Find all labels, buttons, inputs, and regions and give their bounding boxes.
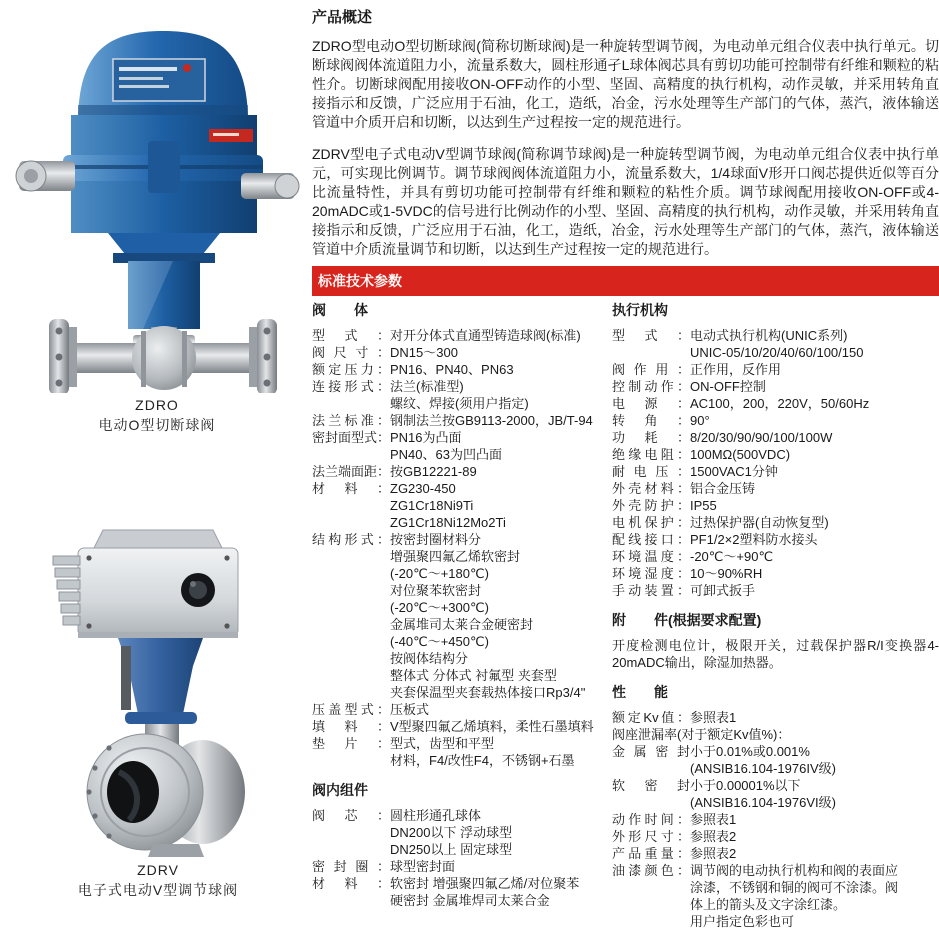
spec-label: 环境湿度： [612,566,690,581]
spec-value-line: 可卸式扳手 [690,583,756,598]
spec-row [312,463,612,480]
spec-value-line: 90° [690,413,710,428]
spec-label: 压盖型式： [312,702,390,717]
spec-value-line: 圆柱形通孔球体 [390,808,482,823]
spec-value-line: 8/20/30/90/90/100/100W [690,430,833,445]
spec-value [690,777,939,811]
spec-value [690,862,939,928]
spec-value [390,735,612,769]
spec-value [690,531,939,548]
spec-label: 环境温度： [612,549,690,564]
spec-value [390,378,612,412]
overview-title: 产品概述 [312,9,373,26]
spec-value-line: (-20℃～+300℃) [390,600,489,615]
spec-value-line: (ANSIB16.104-1976IV级) [690,761,836,776]
spec-value-line: DN200以下 浮动球型 [390,825,513,840]
overview-paragraph-1: ZDRO型电动O型切断球阀(简称切断球阀)是一种旋转型调节阀，为电动单元组合仪表中执行单元。切断球阀阀体流道阻力小，流量系数大，圆柱形通孑L球体阀芯具有剪切功能可控制带有纤维和颗粒的粘性介。切断球阀配用接收ON-OFF动作的小型、坚固、高精度的执行机构，动作灵敏，并采用转角直接指示和反馈，广泛应用于石油，化工，造纸，冶金，污水处理等生产部门的气体，蒸汽，液体输送管道中介质开启和切断，以达到生产过程按一定的规范进行。 [312,38,939,130]
spec-section-heading: 阀 体 [312,302,368,318]
spec-value-line: 小于0.00001%以下 [690,778,801,793]
spec-value-line: 硬密封 金属堆焊司太莱合金 [390,893,550,908]
spec-row [612,565,939,582]
spec-value-line: PF1/2×2塑料防水接头 [690,532,818,547]
spec-value [390,701,612,718]
spec-value [690,412,939,429]
specs-column-valve-body [312,302,612,928]
spec-label: 电机保护： [612,515,690,530]
spec-value-line: ZG1Cr18Ni12Mo2Ti [390,515,506,530]
spec-value-line: 螺纹、焊接(须用户指定) [390,396,529,411]
spec-paragraph: 开度检测电位计，极限开关，过载保护器R/I变换器4-20mADC输出，除湿加热器。 [612,638,939,670]
spec-label: 软密封 [612,778,690,793]
spec-label: 金属密封 [612,744,690,759]
spec-value-line: 对开分体式直通型铸造球阀(标准) [390,328,581,343]
spec-row [612,378,939,395]
spec-label: 法兰端面距： [312,464,391,479]
spec-row [312,735,612,769]
zdro-valve-illustration [15,5,300,393]
spec-value [390,807,612,858]
spec-label: 法兰标准： [312,413,390,428]
spec-section-heading: 性 能 [612,684,668,700]
spec-label: 外壳防护： [612,498,690,513]
spec-value-line: 材料，F4/改性F4，不锈钢+石墨 [390,753,575,768]
spec-row [312,344,612,361]
spec-label: 结构形式： [312,532,390,547]
spec-value-line: ZG1Cr18Ni9Ti [390,498,474,513]
spec-label: 填料： [312,719,390,734]
spec-row [612,361,939,378]
spec-value [690,497,939,514]
spec-value [690,480,939,497]
spec-row [612,777,939,811]
spec-label: 外壳材料： [612,481,690,496]
spec-value [690,446,939,463]
spec-value-line: (-20℃～+180℃) [390,566,489,581]
spec-row [312,361,612,378]
spec-value [390,412,612,429]
spec-value-line: 型式，齿型和平型 [390,736,495,751]
spec-row [612,327,939,361]
product-caption-zdro: 电动O型切断球阀 [98,417,216,433]
spec-value-line: 铝合金压铸 [690,481,756,496]
spec-label: 垫片： [312,736,390,751]
spec-row [612,811,939,828]
spec-value-line: 按密封圈材料分 [390,532,482,547]
specs-area [312,302,939,928]
spec-label: 型式： [612,328,690,343]
spec-value-line: 按GB12221-89 [390,464,477,479]
spec-row [612,446,939,463]
spec-value-line: 正作用，反作用 [690,362,782,377]
spec-row [312,412,612,429]
spec-value [390,463,612,480]
spec-value-line: 软密封 增强聚四氟乙烯/对位聚苯 [390,876,580,891]
zdrv-valve-illustration [33,528,283,858]
spec-row [612,582,939,599]
spec-row [612,743,939,777]
spec-value [690,378,939,395]
spec-row [312,858,612,875]
spec-label: 功耗： [612,430,690,445]
spec-value-line: 金属堆司太莱合金硬密封 [390,617,534,632]
spec-label: 外形尺寸： [612,829,690,844]
spec-value [690,548,939,565]
spec-value-line: 参照表1 [690,812,737,827]
spec-value-line: 用户指定色彩也可 [690,914,795,928]
spec-row [312,378,612,412]
spec-value-line: UNIC-05/10/20/40/60/100/150 [690,345,864,360]
spec-value [690,811,939,828]
spec-label: 配线接口： [612,532,690,547]
spec-row [612,429,939,446]
spec-value-line: 调节阀的电动执行机构和阀的表面应 [690,863,899,878]
spec-value-line: PN16、PN40、PN63 [390,362,514,377]
spec-value-line: 过热保护器(自动恢复型) [690,515,829,530]
spec-row [612,514,939,531]
spec-value [390,858,612,875]
spec-row [612,480,939,497]
spec-value [690,845,939,862]
spec-label: 转角： [612,413,690,428]
spec-label: 密封圈： [312,859,390,874]
spec-section-heading: 执行机构 [612,302,668,318]
spec-label: 控制动作： [612,379,690,394]
spec-value [690,514,939,531]
spec-value [390,531,612,701]
product-model-zdro: ZDRO [135,397,179,413]
spec-value [690,565,939,582]
spec-value-line: -20℃～+90℃ [690,549,774,564]
spec-label: 额定Kv值： [612,710,690,725]
spec-value-line: IP55 [690,498,717,513]
spec-value-line: 整体式 分体式 衬氟型 夹套型 [390,668,557,683]
spec-label: 型式： [312,328,390,343]
spec-value [690,463,939,480]
spec-label: 阀尺寸： [312,345,390,360]
spec-row [312,531,612,701]
spec-value-line: DN15～300 [390,345,458,360]
spec-row [612,497,939,514]
spec-value-line: DN250以上 固定球型 [390,842,513,857]
spec-value-line: 参照表2 [690,846,737,861]
overview-paragraph-2: ZDRV型电子式电动V型调节球阀(简称调节球阀)是一种旋转型调节阀，为电动单元组合仪表中执行单元，可实现比例调节。调节球阀阀体流道阻力小，流量系数大，1/4球面V形开口阀芯提供近似等百分比流量特性，并具有剪切功能可控制带有纤维和颗粒的粘性介质。调节球阀配用接收ON-OFF或4-20mADC或1-5VDC的信号进行比例动作的小型、坚固、高精度的执行机构，动作灵敏，并采用转角直接指示和反馈，广泛应用于石油，化工，造纸，冶金，污水处理等生产部门的气体，蒸汽，液体输送管道中介质流量调节和切断，以达到生产过程按一定的规范进行。 [312,146,939,257]
product-caption-zdrv: 电子式电动V型调节球阀 [77,882,239,898]
spec-value-line: 小于0.01%或0.001% [690,744,810,759]
spec-value-line: PN16为凸面 [390,430,462,445]
spec-value-line: PN40、63为凹凸面 [390,447,502,462]
spec-row [612,709,939,726]
spec-value [690,743,939,777]
spec-label: 产品重量： [612,846,690,861]
spec-value [390,429,612,463]
spec-full-line: 阀座泄漏率(对于额定Kv值%)： [612,727,791,742]
spec-value-line: 参照表2 [690,829,737,844]
spec-row [612,463,939,480]
spec-label: 耐电压： [612,464,690,479]
spec-value-line: (ANSIB16.104-1976VI级) [690,795,836,810]
spec-label: 材料： [312,876,390,891]
spec-row [612,531,939,548]
spec-label: 额定压力： [312,362,390,377]
spec-value-line: 电动式执行机构(UNIC系列) [690,328,848,343]
spec-value [690,582,939,599]
spec-row [312,875,612,909]
spec-value-line: 增强聚四氟乙烯软密封 [390,549,521,564]
spec-value-line: 涂漆，不锈钢和铜的阀可不涂漆。阀 [690,880,899,895]
spec-label: 阀作用： [612,362,690,377]
spec-value-line: 夹套保温型夹套载热体接口Rp3/4" [390,685,586,700]
spec-label: 材料： [312,481,390,496]
product-model-zdrv: ZDRV [137,862,179,878]
spec-row [612,828,939,845]
spec-value-line: 1500VAC1分钟 [690,464,778,479]
specs-column-actuator [612,302,939,928]
spec-row [312,701,612,718]
spec-value [390,327,612,344]
spec-value-line: 体上的箭头及文字涂红漆。 [690,897,847,912]
spec-value-line: (-40℃～+450℃) [390,634,489,649]
spec-row [312,480,612,531]
spec-value-line: AC100，200，220V，50/60Hz [690,396,870,411]
spec-value [690,429,939,446]
spec-label: 动作时间： [612,812,690,827]
spec-row [612,412,939,429]
product-photo-zdrv [30,528,286,900]
spec-row [312,718,612,735]
spec-value [690,709,939,726]
spec-value [390,344,612,361]
spec-label: 油漆颜色： [612,863,690,878]
spec-value [390,718,612,735]
spec-value [690,361,939,378]
spec-row [612,862,939,928]
spec-value-line: ZG230-450 [390,481,456,496]
product-photo-zdro [12,5,302,435]
spec-value-line: 球型密封面 [390,859,456,874]
spec-row [312,429,612,463]
spec-value [390,875,612,909]
spec-row [312,327,612,344]
spec-value-line: 100MΩ(500VDC) [690,447,791,462]
spec-value [690,395,939,412]
spec-value [390,480,612,531]
spec-label: 手动装置： [612,583,690,598]
spec-value [690,828,939,845]
spec-row [312,807,612,858]
spec-value-line: 按阀体结构分 [390,651,469,666]
spec-label: 电源： [612,396,690,411]
spec-row [612,845,939,862]
spec-value-line: 法兰(标准型) [390,379,464,394]
spec-label: 绝缘电阻： [612,447,690,462]
spec-value-line: 钢制法兰按GB9113-2000，JB/T-94 [390,413,593,428]
spec-value-line: 参照表1 [690,710,737,725]
spec-section-heading: 阀内组件 [312,782,368,798]
spec-label: 连接形式： [312,379,390,394]
spec-value-line: 压板式 [390,702,430,717]
spec-value-line: ON-OFF控制 [690,379,766,394]
spec-label: 密封面型式： [312,430,391,445]
spec-value [690,327,939,361]
section-banner: 标准技术参数 [312,266,939,296]
spec-label: 阀芯： [312,808,390,823]
content-column [312,0,939,928]
spec-value-line: 对位聚苯软密封 [390,583,482,598]
spec-value-line: V型聚四氟乙烯填料，柔性石墨填料 [390,719,594,734]
spec-value-line: 10～90%RH [690,566,763,581]
spec-row [612,395,939,412]
spec-section-heading: 附 件(根据要求配置) [612,612,762,628]
spec-row [612,548,939,565]
spec-value [390,361,612,378]
